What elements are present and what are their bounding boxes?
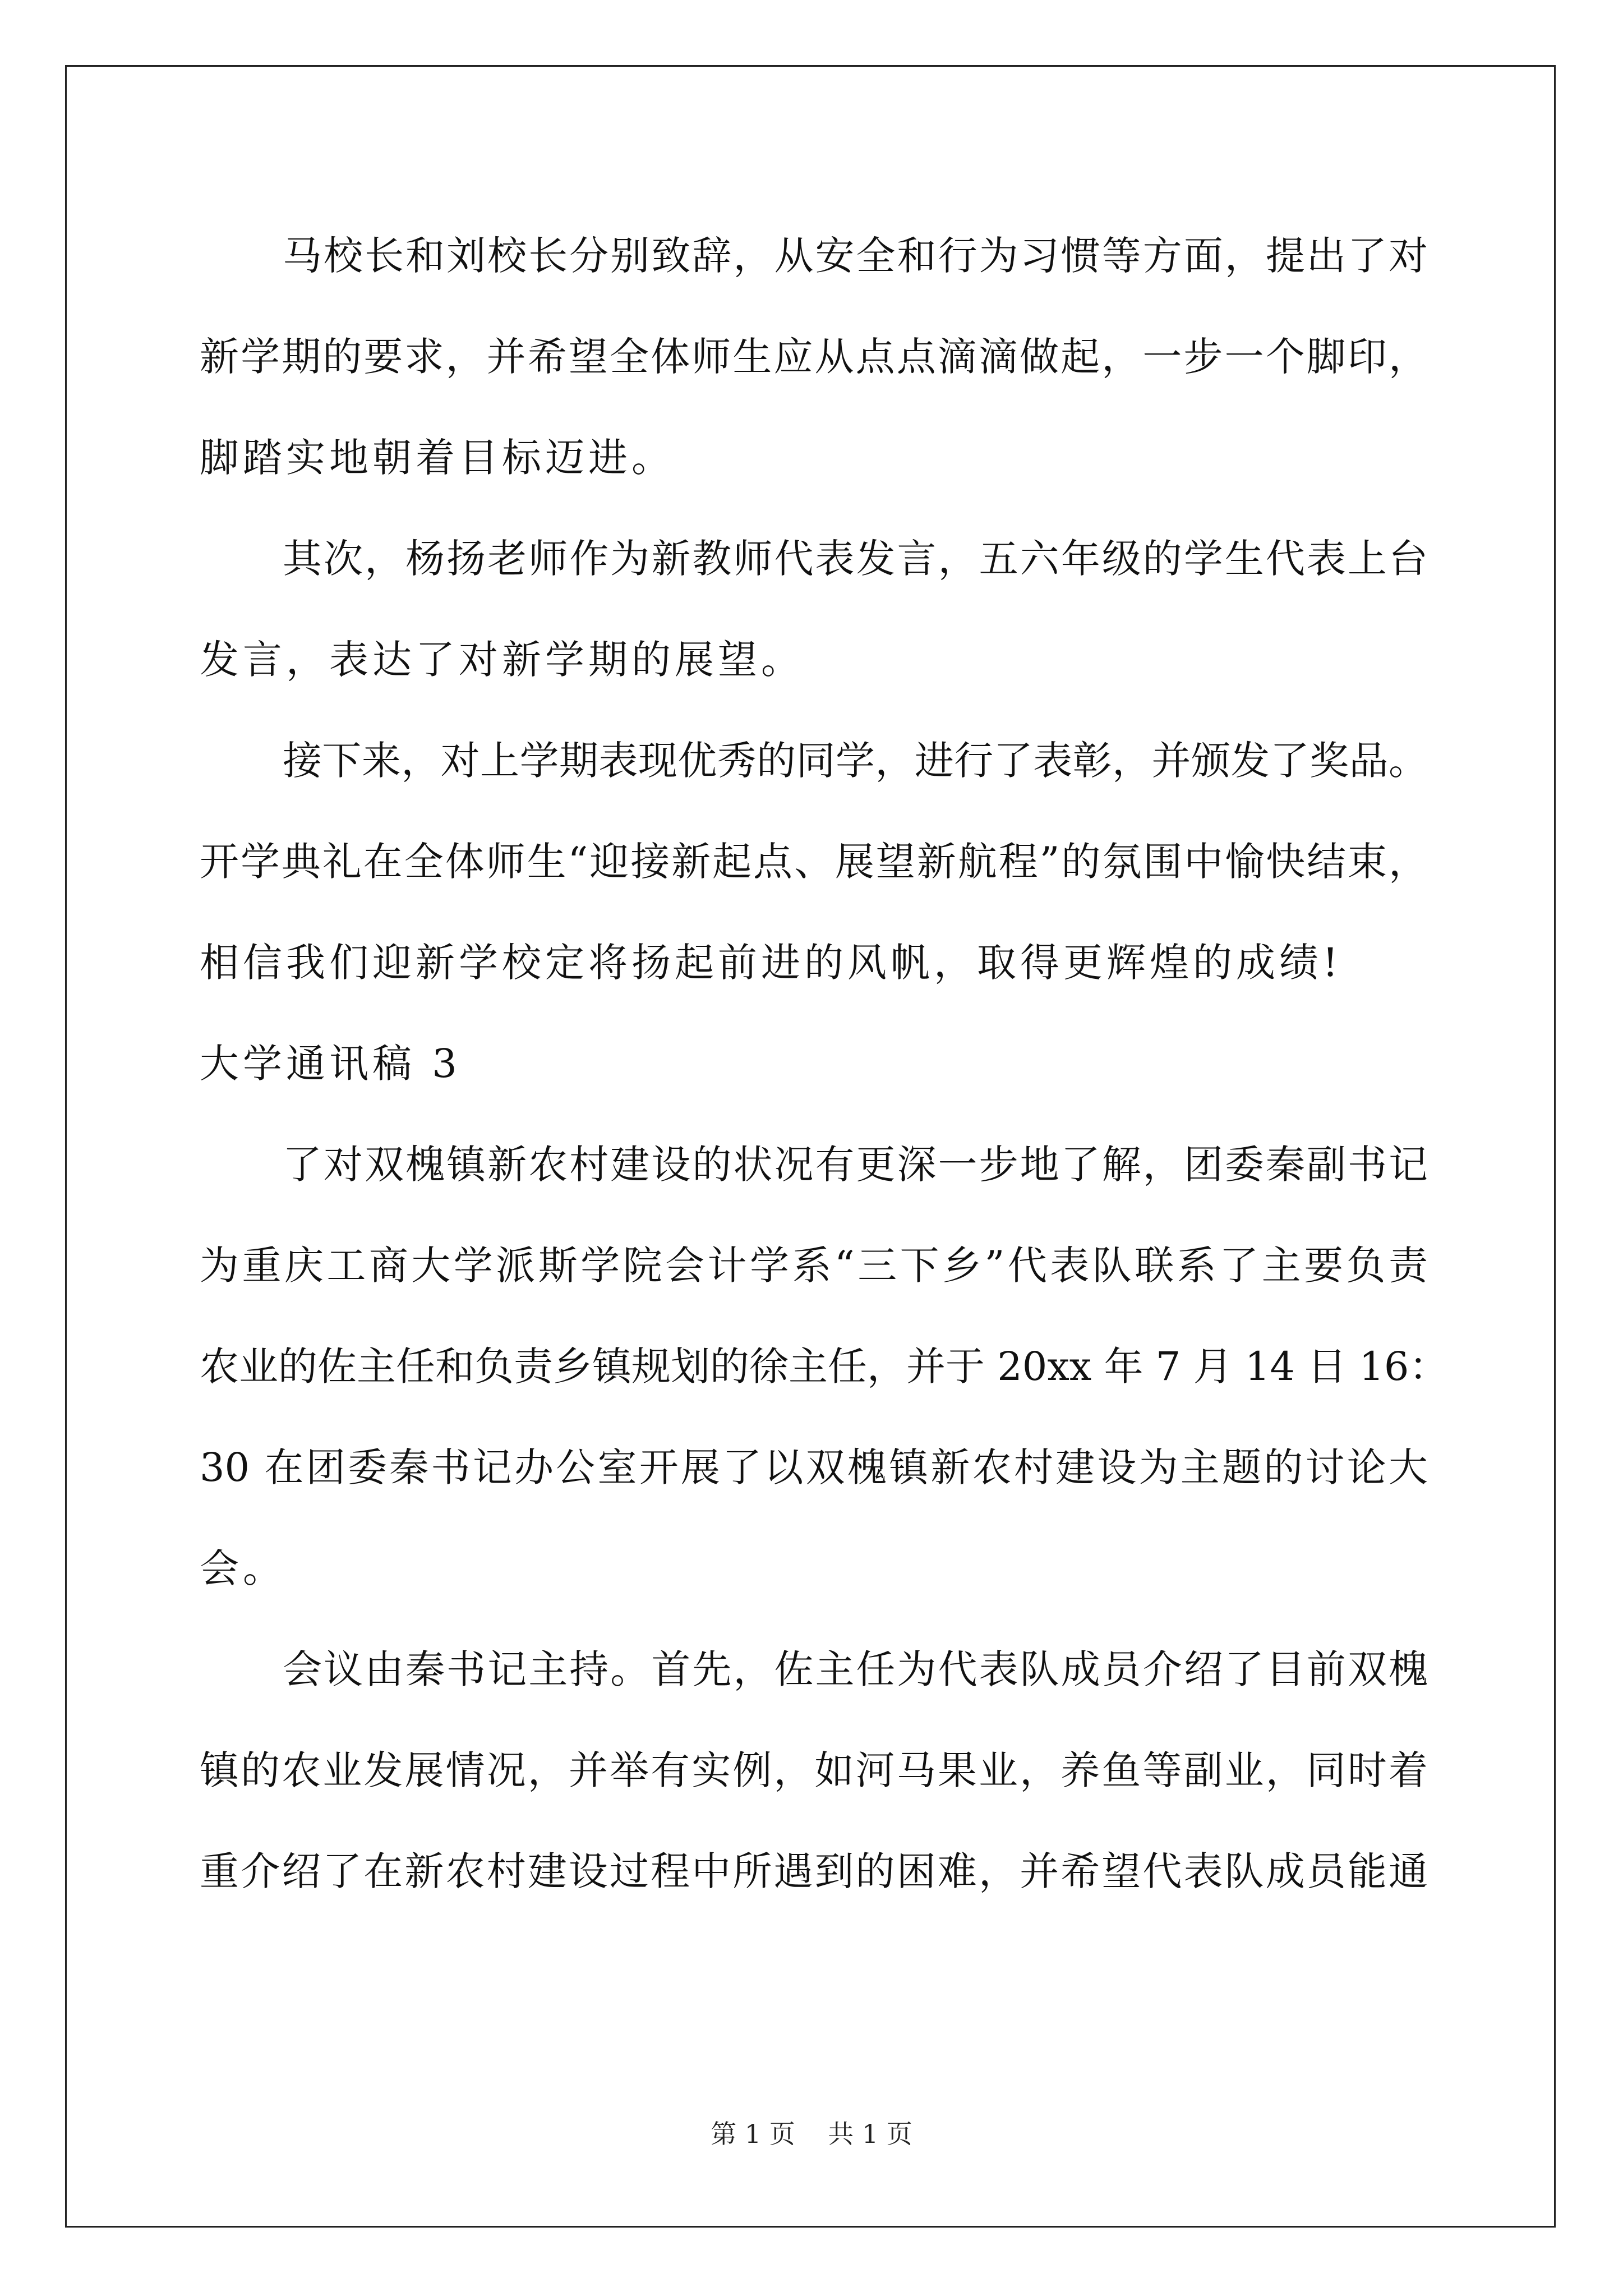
text-line: 为重庆工商大学派斯学院会计学系“三下乡”代表队联系了主要负责: [200, 1243, 1428, 1289]
text-line: 了对双槐镇新农村建设的状况有更深一步地了解，团委秦副书记: [283, 1142, 1428, 1188]
text-line: 相信我们迎新学校定将扬起前进的风帆，取得更辉煌的成绩!: [200, 940, 1343, 986]
page-footer: 第 1 页 共 1 页: [711, 2119, 912, 2149]
text-line: 接下来，对上学期表现优秀的同学，进行了表彰，并颁发了奖品。: [283, 738, 1428, 784]
text-line: 其次，杨扬老师作为新教师代表发言，五六年级的学生代表上台: [283, 536, 1428, 582]
document-body: [200, 205, 1449, 1922]
text-line: 农业的佐主任和负责乡镇规划的徐主任，并于 20xx 年 7 月 14 日 16：: [200, 1343, 1449, 1389]
section-heading: 大学通讯稿 3: [200, 1041, 461, 1087]
text-line: 新学期的要求，并希望全体师生应从点点滴滴做起，一步一个脚印，: [200, 334, 1428, 380]
text-line: 脚踏实地朝着目标迈进。: [200, 435, 675, 481]
text-line: 会。: [200, 1545, 286, 1591]
text-line: 镇的农业发展情况，并举有实例，如河马果业，养鱼等副业，同时着: [200, 1747, 1428, 1793]
text-line: 发言，表达了对新学期的展望。: [200, 637, 804, 683]
text-line: 30 在团委秦书记办公室开展了以双槐镇新农村建设为主题的讨论大: [200, 1444, 1428, 1490]
text-line: 马校长和刘校长分别致辞，从安全和行为习惯等方面，提出了对: [283, 233, 1428, 279]
text-line: 重介绍了在新农村建设过程中所遇到的困难，并希望代表队成员能通: [200, 1848, 1428, 1894]
text-line: 会议由秦书记主持。首先，佐主任为代表队成员介绍了目前双槐: [283, 1646, 1428, 1692]
text-line: 开学典礼在全体师生“迎接新起点、展望新航程”的氛围中愉快结束，: [200, 839, 1428, 885]
